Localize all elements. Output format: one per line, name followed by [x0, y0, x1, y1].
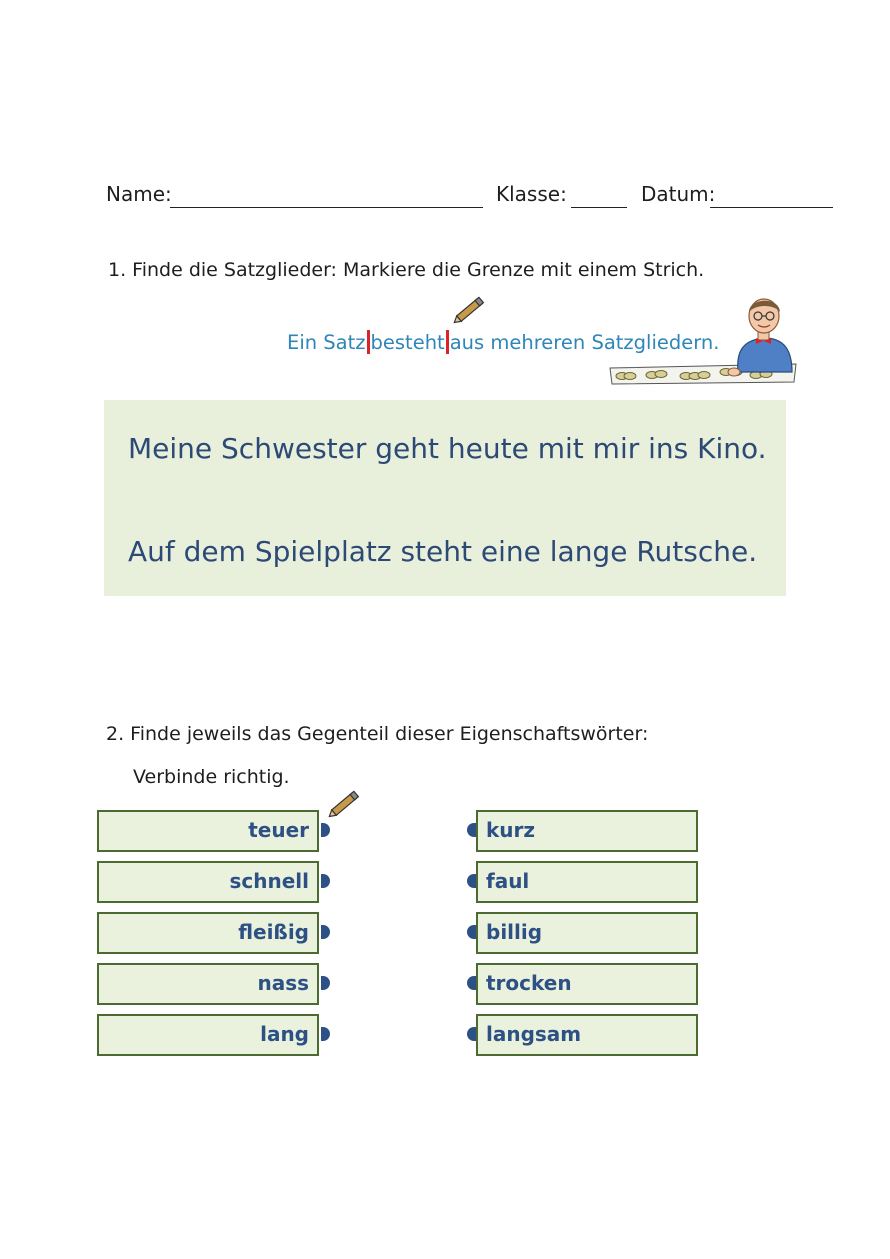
- header-class-label: Klasse:: [496, 182, 567, 206]
- left-connector-dot[interactable]: [321, 1027, 330, 1041]
- right-connector-dot[interactable]: [467, 823, 476, 837]
- left-word-box-teuer[interactable]: [97, 810, 319, 852]
- sentence-1[interactable]: Meine Schwester geht heute mit mir ins Kino.: [128, 432, 767, 465]
- example-part-1: Ein Satz: [287, 331, 366, 354]
- right-word: faul: [486, 869, 530, 893]
- boundary-marker: [446, 330, 449, 354]
- left-connector-dot[interactable]: [321, 925, 330, 939]
- right-connector-dot[interactable]: [467, 874, 476, 888]
- sentence-2[interactable]: Auf dem Spielplatz steht eine lange Rutsche.: [128, 535, 758, 568]
- right-word: billig: [486, 920, 543, 944]
- task1-instruction: 1. Finde die Satzglieder: Markiere die Grenze mit einem Strich.: [108, 259, 705, 281]
- teacher-illustration: [606, 294, 801, 386]
- task2-instruction: 2. Finde jeweils das Gegenteil dieser Eigenschaftswörter:: [106, 723, 649, 745]
- task2-subinstruction: Verbinde richtig.: [133, 766, 290, 788]
- left-connector-dot[interactable]: [321, 874, 330, 888]
- right-word-box-faul[interactable]: [476, 861, 698, 903]
- name-field-line[interactable]: [170, 207, 483, 208]
- left-word-box-lang[interactable]: [97, 1014, 319, 1056]
- right-connector-dot[interactable]: [467, 1027, 476, 1041]
- example-part-2: besteht: [370, 331, 445, 354]
- right-word: kurz: [486, 818, 536, 842]
- date-field-line[interactable]: [710, 207, 833, 208]
- right-word-box-langsam[interactable]: [476, 1014, 698, 1056]
- left-connector-dot[interactable]: [321, 976, 330, 990]
- header-date-label: Datum:: [641, 182, 716, 206]
- right-connector-dot[interactable]: [467, 976, 476, 990]
- pencil-icon: [325, 786, 365, 822]
- pencil-icon: [450, 292, 490, 328]
- right-word-box-billig[interactable]: [476, 912, 698, 954]
- example-part-3: aus mehreren Satzgliedern.: [449, 331, 720, 354]
- right-word: trocken: [486, 971, 572, 995]
- right-connector-dot[interactable]: [467, 925, 476, 939]
- header-name-label: Name:: [106, 182, 172, 206]
- left-word: teuer: [248, 818, 309, 842]
- left-connector-dot[interactable]: [321, 823, 330, 837]
- right-word: langsam: [486, 1022, 582, 1046]
- boundary-marker: [367, 330, 370, 354]
- left-word: lang: [260, 1022, 309, 1046]
- right-word-box-trocken[interactable]: [476, 963, 698, 1005]
- left-word: fleißig: [238, 920, 309, 944]
- left-word: schnell: [229, 869, 309, 893]
- left-word-box-fleissig[interactable]: [97, 912, 319, 954]
- right-word-box-kurz[interactable]: [476, 810, 698, 852]
- class-field-line[interactable]: [571, 207, 627, 208]
- left-word-box-nass[interactable]: [97, 963, 319, 1005]
- left-word-box-schnell[interactable]: [97, 861, 319, 903]
- left-word: nass: [257, 971, 309, 995]
